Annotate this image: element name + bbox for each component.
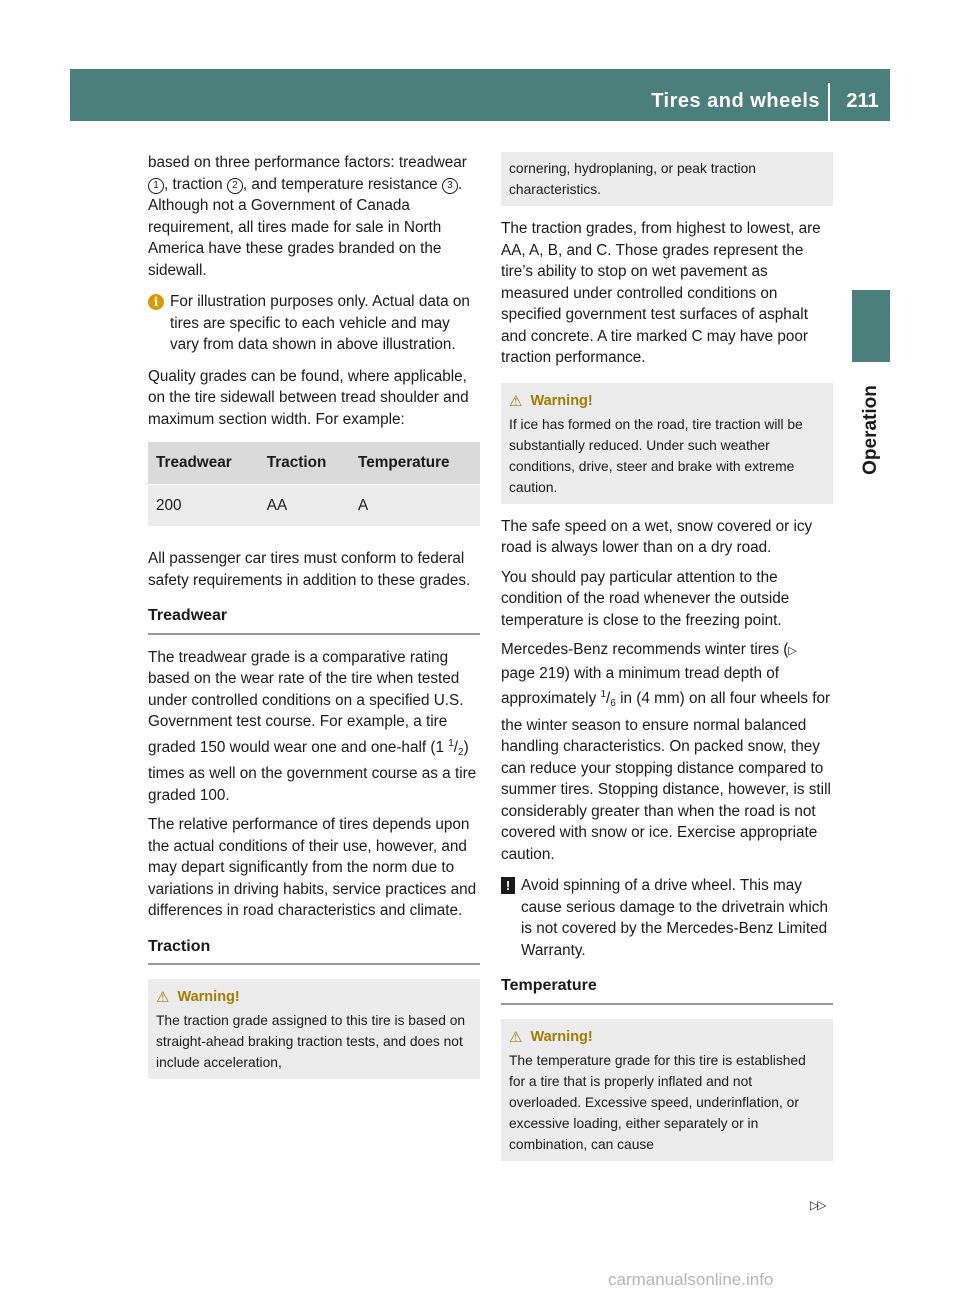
warning-icon: ⚠ bbox=[509, 1028, 523, 1046]
page-ref-arrow-icon: ▷ bbox=[788, 645, 797, 657]
ice-warning bbox=[501, 383, 833, 504]
continue-icon: ▷▷ bbox=[810, 1198, 825, 1212]
section-title: Tires and wheels bbox=[651, 90, 820, 112]
warning-continued: cornering, hydroplaning, or peak traction characteristics. bbox=[501, 152, 833, 206]
warning-title: Warning! bbox=[177, 989, 240, 1005]
page-header bbox=[70, 69, 890, 121]
table-cell: 200 bbox=[148, 484, 259, 526]
intro-paragraph: based on three performance factors: treadwear 1 , traction 2 , and temperature resistance 3 . Although not a Government of Canada requirement, all tires made for sale in North America have these grades branded on the sidewall. bbox=[148, 154, 467, 279]
conform-paragraph: All passenger car tires must conform to federal safety requirements in addition to these grades. bbox=[148, 550, 471, 589]
warning-icon: ⚠ bbox=[509, 392, 523, 410]
winter-tires-paragraph: Mercedes-Benz recommends winter tires (▷ page 219) with a minimum tread depth of approximately $^1/_6$ in (4 mm) on all four wheels for the winter season to ensure normal balanced handling characteristics. On packed snow, they can reduce your stopping distance compared to summer tires. Stopping distance, however, is still considerably greater than when the road is not covered with snow or ice. Exercise appropriate caution. bbox=[501, 641, 831, 863]
traction-warning bbox=[148, 979, 480, 1079]
quality-grades-paragraph: Quality grades can be found, where applicable, on the tire sidewall between tread shoulder and maximum section width. For example: bbox=[148, 367, 469, 428]
header-divider bbox=[828, 83, 830, 121]
side-tab-label: Operation bbox=[860, 385, 881, 475]
warning-text: The traction grade assigned to this tire is based on straight-ahead braking traction tests, and does not include acceleration, bbox=[156, 1013, 466, 1070]
table-cell: AA bbox=[259, 484, 350, 526]
callout-3: 3 bbox=[442, 178, 458, 194]
watermark: carmanualsonline.info bbox=[608, 1270, 774, 1289]
warning-icon: ⚠ bbox=[156, 989, 170, 1006]
page-number: 211 bbox=[846, 90, 879, 112]
safe-speed-paragraph: The safe speed on a wet, snow covered or icy road is always lower than on a dry road. bbox=[501, 517, 813, 556]
grades-table bbox=[148, 442, 480, 526]
temperature-warning bbox=[501, 1019, 833, 1161]
col-header: Treadwear bbox=[148, 442, 259, 484]
traction-grades-paragraph: The traction grades, from highest to lowest, are AA, A, B, and C. Those grades represent the tire’s ability to stop on wet pavement as measured under controlled conditions on specified government test surfaces of asphalt and concrete. A tire marked C may have poor traction performance. bbox=[501, 220, 821, 366]
warning-text: The temperature grade for this tire is established for a tire that is properly inflated and not overloaded. Excessive speed, underinflation, or excessive loading, either separately or in combination, can cause bbox=[509, 1052, 806, 1152]
warning-title: Warning! bbox=[530, 392, 593, 409]
col-header: Traction bbox=[259, 442, 350, 484]
callout-1: 1 bbox=[148, 178, 164, 194]
temperature-heading: Temperature bbox=[501, 975, 833, 1005]
road-condition-paragraph: You should pay particular attention to the condition of the road whenever the outside temperature is close to the freezing point. bbox=[501, 568, 790, 629]
treadwear-heading: Treadwear bbox=[148, 605, 480, 635]
info-icon: i bbox=[148, 294, 164, 310]
right-column bbox=[501, 152, 833, 1173]
left-column bbox=[148, 152, 480, 1091]
table-cell: A bbox=[350, 484, 480, 526]
info-note: i For illustration purposes only. Actual data on tires are specific to each vehicle and may vary from data shown in above illustration. bbox=[148, 291, 480, 356]
exclamation-icon: ! bbox=[501, 877, 515, 894]
treadwear-paragraph: The treadwear grade is a comparative rating based on the wear rate of the tire when tested under controlled conditions on a specified U.S. Government test course. For example, a tire graded 150 would wear one and one-half (1 $^1/_2$) times as well on the government course as a tire graded 100. bbox=[148, 648, 477, 804]
traction-heading: Traction bbox=[148, 936, 480, 966]
callout-2: 2 bbox=[227, 178, 243, 194]
side-tab-marker bbox=[852, 290, 890, 362]
relative-performance-paragraph: The relative performance of tires depends upon the actual conditions of their use, however, and may depart significantly from the norm due to variations in driving habits, service practices and differences in road characteristics and climate. bbox=[148, 816, 477, 919]
table-header-row bbox=[148, 442, 480, 484]
table-row bbox=[148, 484, 480, 526]
caution-note: ! Avoid spinning of a drive wheel. This may cause serious damage to the drivetrain which is not covered by the Mercedes-Benz Limited Warranty. bbox=[501, 875, 833, 961]
col-header: Temperature bbox=[350, 442, 480, 484]
warning-title: Warning! bbox=[530, 1028, 593, 1045]
warning-text: If ice has formed on the road, tire traction will be substantially reduced. Under such weather conditions, drive, steer and brake with extreme caution. bbox=[509, 416, 803, 495]
side-tab bbox=[852, 360, 890, 500]
